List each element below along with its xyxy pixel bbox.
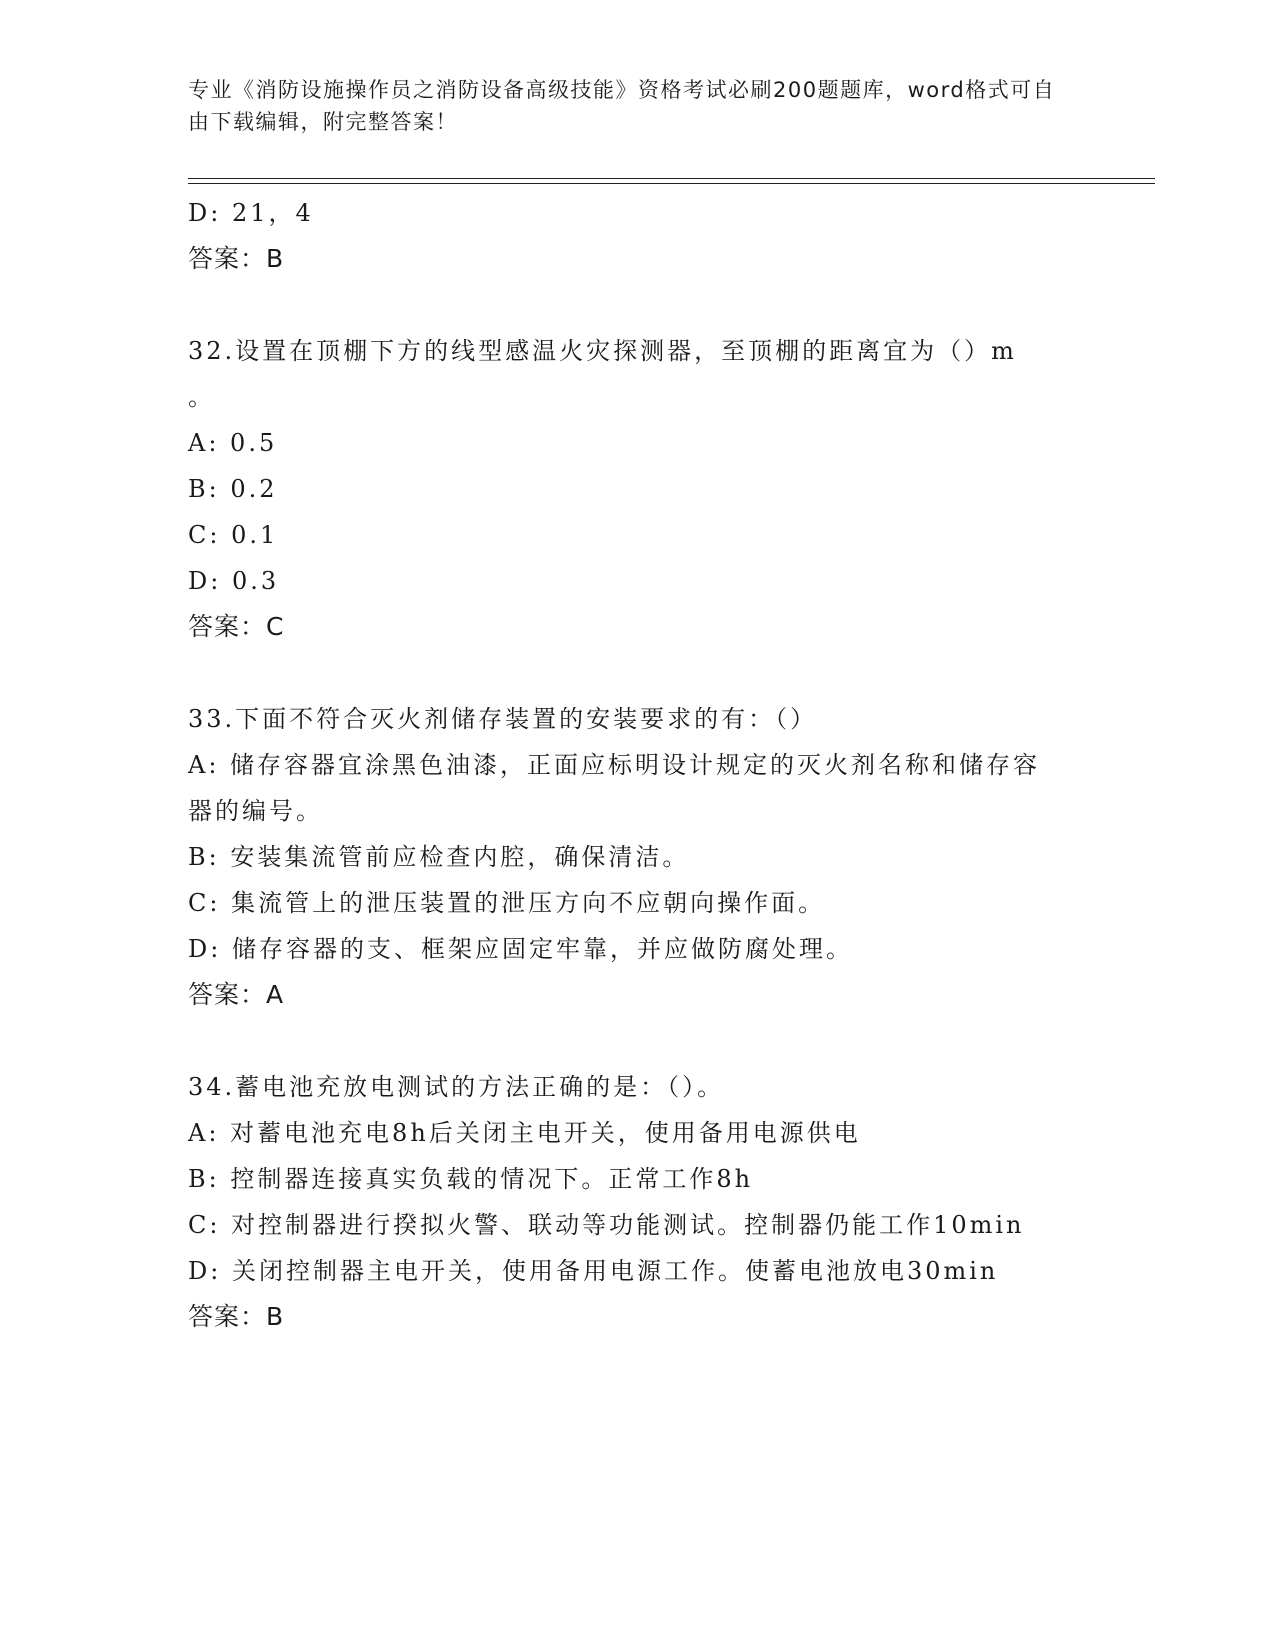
option-a: A: 对蓄电池充电8h后关闭主电开关，使用备用电源供电 xyxy=(188,1119,861,1147)
option-d: D: 储存容器的支、框架应固定牢靠，并应做防腐处理。 xyxy=(188,935,853,963)
spacer xyxy=(188,650,1088,696)
option-c: C: 集流管上的泄压装置的泄压方向不应朝向操作面。 xyxy=(188,889,826,917)
question-stem-continued: 。 xyxy=(188,383,215,411)
option-d: D: 关闭控制器主电开关，使用备用电源工作。使蓄电池放电30min xyxy=(188,1257,999,1285)
question-stem: 33.下面不符合灭火剂储存装置的安装要求的有：（） xyxy=(188,705,818,733)
option-b: B: 控制器连接真实负载的情况下。正常工作8h xyxy=(188,1165,754,1193)
option-a: A: 储存容器宜涂黑色油漆，正面应标明设计规定的灭火剂名称和储存容器的编号。 xyxy=(188,751,1041,825)
option-b: B: 安装集流管前应检查内腔，确保清洁。 xyxy=(188,843,690,871)
page-header: 专业《消防设施操作员之消防设备高级技能》资格考试必刷200题题库，word格式可自由下载编辑，附完整答案！ xyxy=(188,78,1056,134)
question-answer: 答案：A xyxy=(188,980,285,1009)
option-a: A: 0.5 xyxy=(188,429,278,457)
spacer xyxy=(188,1018,1088,1064)
question-33 xyxy=(188,696,1088,1018)
spacer xyxy=(188,282,1088,328)
question-list xyxy=(188,190,1088,1340)
question-32 xyxy=(188,328,1088,650)
prev-question-answer: 答案：B xyxy=(188,244,285,273)
header-divider-top xyxy=(188,178,1155,179)
question-stem: 32.设置在顶棚下方的线型感温火灾探测器，至顶棚的距离宜为（）m xyxy=(188,337,1017,365)
header-divider-bottom xyxy=(188,183,1155,184)
option-b: B: 0.2 xyxy=(188,475,278,503)
question-answer: 答案：C xyxy=(188,612,285,641)
option-c: C: 对控制器进行揆拟火警、联动等功能测试。控制器仍能工作10min xyxy=(188,1211,1025,1239)
question-stem: 34.蓄电池充放电测试的方法正确的是：（）。 xyxy=(188,1073,725,1101)
prev-question-option-d: D: 21，4 xyxy=(188,199,314,227)
question-34 xyxy=(188,1064,1088,1340)
option-c: C: 0.1 xyxy=(188,521,279,549)
question-answer: 答案：B xyxy=(188,1302,285,1331)
option-d: D: 0.3 xyxy=(188,567,280,595)
